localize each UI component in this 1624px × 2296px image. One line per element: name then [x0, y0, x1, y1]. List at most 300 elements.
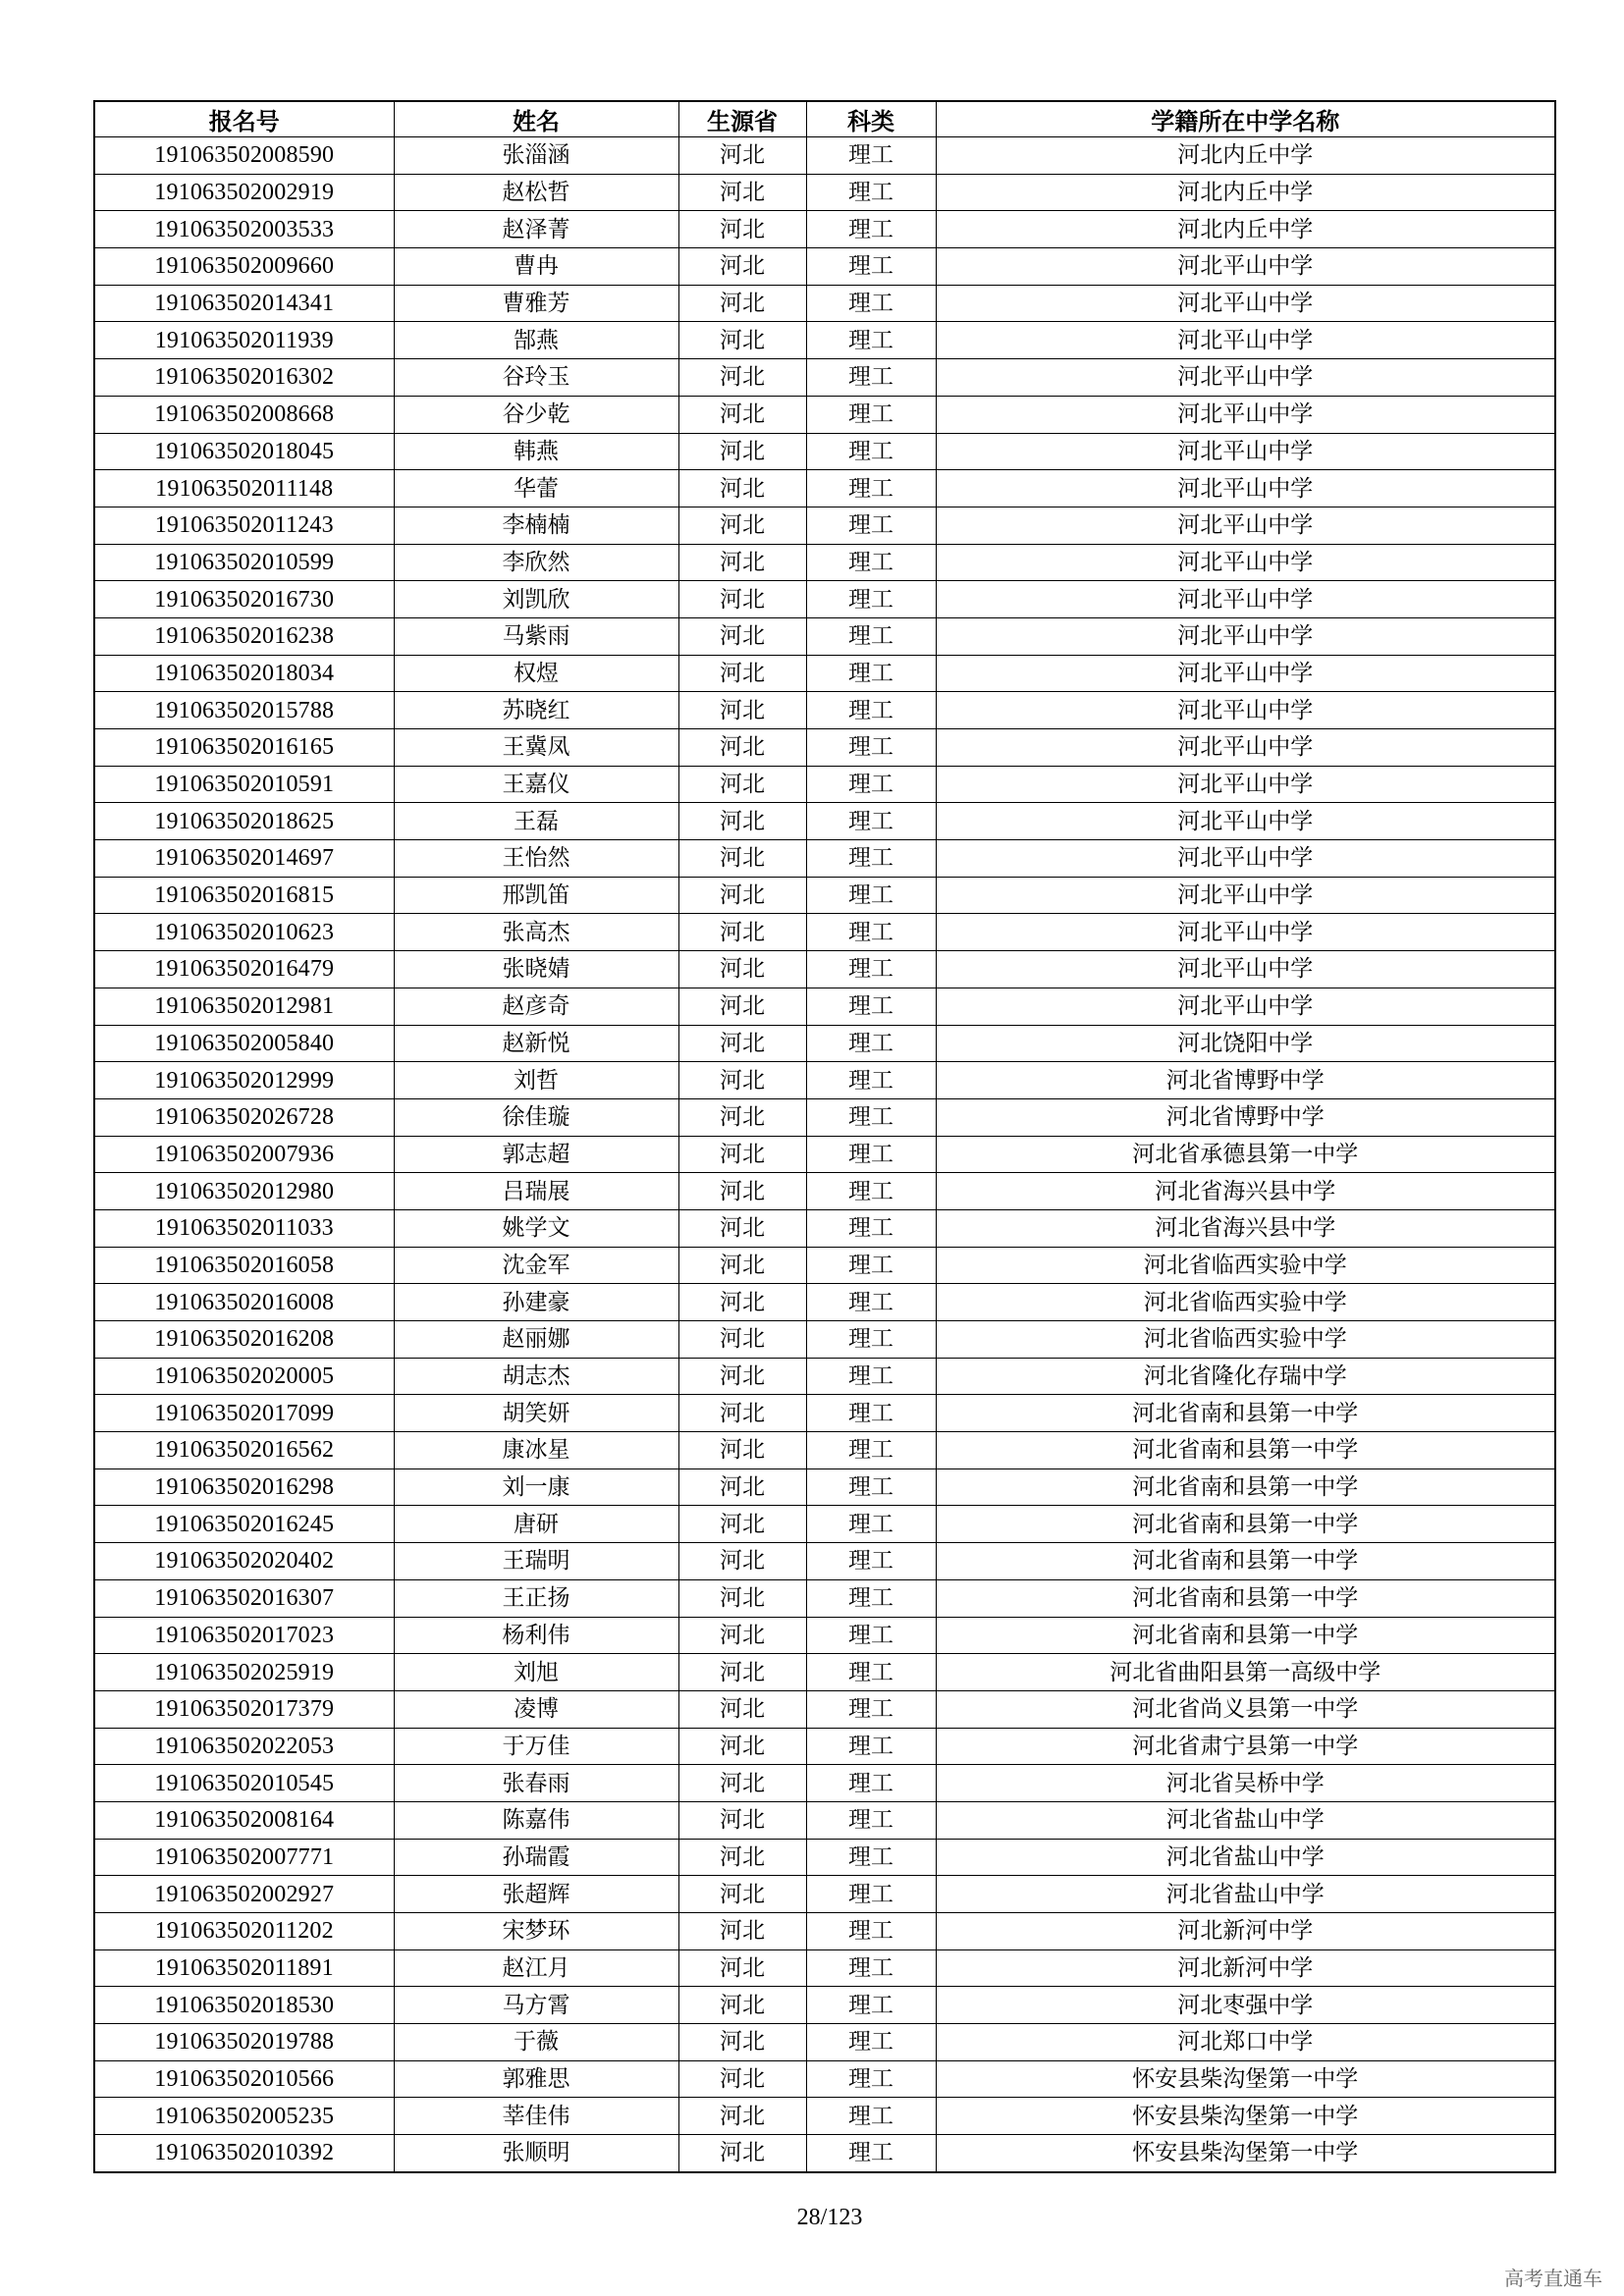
school-name-cell: 河北平山中学 [936, 914, 1555, 951]
subject-category-cell: 理工 [806, 803, 936, 840]
registration-number-cell: 191063502016238 [94, 617, 394, 655]
table-row [94, 359, 1555, 397]
table-row [94, 2135, 1555, 2172]
registration-number-cell: 191063502022053 [94, 1728, 394, 1765]
school-name-cell: 河北平山中学 [936, 285, 1555, 322]
table-row [94, 1765, 1555, 1802]
source-province-cell: 河北 [678, 433, 806, 470]
registration-number-cell: 191063502016298 [94, 1468, 394, 1506]
name-cell: 张高杰 [394, 914, 678, 951]
source-province-cell: 河北 [678, 581, 806, 618]
registration-number-cell: 191063502011202 [94, 1913, 394, 1950]
source-province-cell: 河北 [678, 248, 806, 286]
table-row [94, 1801, 1555, 1839]
source-province-cell: 河北 [678, 1136, 806, 1173]
name-cell: 刘旭 [394, 1654, 678, 1691]
source-province-cell: 河北 [678, 1765, 806, 1802]
subject-category-cell: 理工 [806, 1728, 936, 1765]
name-cell: 马紫雨 [394, 617, 678, 655]
subject-category-cell: 理工 [806, 1209, 936, 1247]
subject-category-cell: 理工 [806, 1876, 936, 1913]
registration-number-cell: 191063502016008 [94, 1284, 394, 1321]
registration-number-cell: 191063502016562 [94, 1432, 394, 1469]
school-name-cell: 河北平山中学 [936, 692, 1555, 729]
registration-number-cell: 191063502015788 [94, 692, 394, 729]
source-province-cell: 河北 [678, 1358, 806, 1395]
registration-number-cell: 191063502016307 [94, 1579, 394, 1617]
subject-category-cell: 理工 [806, 1321, 936, 1359]
subject-category-cell: 理工 [806, 1579, 936, 1617]
school-name-cell: 河北省海兴县中学 [936, 1209, 1555, 1247]
table-row [94, 1395, 1555, 1432]
name-cell: 邢凯笛 [394, 877, 678, 914]
table-row [94, 1098, 1555, 1136]
source-province-cell: 河北 [678, 470, 806, 507]
table-row [94, 507, 1555, 544]
school-name-cell: 河北省南和县第一中学 [936, 1468, 1555, 1506]
table-row [94, 1839, 1555, 1876]
table-row [94, 1506, 1555, 1543]
source-province-cell: 河北 [678, 2135, 806, 2172]
name-cell: 徐佳璇 [394, 1098, 678, 1136]
watermark-text: 高考直通车 [1504, 2267, 1602, 2290]
table-row [94, 840, 1555, 878]
table-row [94, 803, 1555, 840]
table-row [94, 988, 1555, 1025]
subject-category-cell: 理工 [806, 1690, 936, 1728]
school-name-cell: 河北饶阳中学 [936, 1025, 1555, 1062]
school-name-cell: 河北新河中学 [936, 1949, 1555, 1987]
name-cell: 王嘉仪 [394, 766, 678, 803]
registration-number-cell: 191063502010599 [94, 544, 394, 581]
table-row [94, 322, 1555, 359]
registration-number-cell: 191063502003533 [94, 211, 394, 248]
school-name-cell: 河北省吴桥中学 [936, 1765, 1555, 1802]
source-province-cell: 河北 [678, 617, 806, 655]
registration-number-cell: 191063502002927 [94, 1876, 394, 1913]
name-cell: 曹雅芳 [394, 285, 678, 322]
registration-number-cell: 191063502010623 [94, 914, 394, 951]
name-cell: 张淄涵 [394, 137, 678, 175]
source-province-cell: 河北 [678, 655, 806, 692]
registration-number-cell: 191063502010566 [94, 2060, 394, 2098]
school-name-cell: 河北平山中学 [936, 729, 1555, 767]
subject-category-cell: 理工 [806, 359, 936, 397]
source-province-cell: 河北 [678, 1321, 806, 1359]
source-province-cell: 河北 [678, 1025, 806, 1062]
subject-category-cell: 理工 [806, 1247, 936, 1284]
name-cell: 王瑞明 [394, 1543, 678, 1580]
header-subject-category: 科类 [806, 101, 936, 137]
registration-number-cell: 191063502016245 [94, 1506, 394, 1543]
table-row [94, 1321, 1555, 1359]
name-cell: 曹冉 [394, 248, 678, 286]
school-name-cell: 河北省临西实验中学 [936, 1247, 1555, 1284]
school-name-cell: 河北郑口中学 [936, 2024, 1555, 2061]
table-row [94, 1913, 1555, 1950]
name-cell: 赵江月 [394, 1949, 678, 1987]
name-cell: 孙建豪 [394, 1284, 678, 1321]
registration-number-cell: 191063502016479 [94, 951, 394, 988]
table-row [94, 1543, 1555, 1580]
name-cell: 赵丽娜 [394, 1321, 678, 1359]
subject-category-cell: 理工 [806, 1136, 936, 1173]
registration-number-cell: 191063502018625 [94, 803, 394, 840]
table-row [94, 951, 1555, 988]
subject-category-cell: 理工 [806, 1617, 936, 1654]
name-cell: 杨利伟 [394, 1617, 678, 1654]
source-province-cell: 河北 [678, 803, 806, 840]
school-name-cell: 河北省盐山中学 [936, 1839, 1555, 1876]
source-province-cell: 河北 [678, 1173, 806, 1210]
name-cell: 沈金军 [394, 1247, 678, 1284]
registration-number-cell: 191063502008164 [94, 1801, 394, 1839]
subject-category-cell: 理工 [806, 2098, 936, 2135]
name-cell: 马方霄 [394, 1987, 678, 2024]
table-row [94, 248, 1555, 286]
registration-number-cell: 191063502010591 [94, 766, 394, 803]
source-province-cell: 河北 [678, 914, 806, 951]
registration-number-cell: 191063502010392 [94, 2135, 394, 2172]
subject-category-cell: 理工 [806, 1395, 936, 1432]
table-row [94, 396, 1555, 433]
registration-number-cell: 191063502008668 [94, 396, 394, 433]
table-row [94, 1579, 1555, 1617]
table-row [94, 1358, 1555, 1395]
name-cell: 张顺明 [394, 2135, 678, 2172]
name-cell: 唐研 [394, 1506, 678, 1543]
source-province-cell: 河北 [678, 951, 806, 988]
source-province-cell: 河北 [678, 396, 806, 433]
school-name-cell: 河北平山中学 [936, 766, 1555, 803]
name-cell: 谷少乾 [394, 396, 678, 433]
subject-category-cell: 理工 [806, 137, 936, 175]
name-cell: 于薇 [394, 2024, 678, 2061]
source-province-cell: 河北 [678, 359, 806, 397]
name-cell: 王冀凤 [394, 729, 678, 767]
source-province-cell: 河北 [678, 1432, 806, 1469]
source-province-cell: 河北 [678, 1876, 806, 1913]
source-province-cell: 河北 [678, 1801, 806, 1839]
table-row [94, 137, 1555, 175]
school-name-cell: 河北内丘中学 [936, 174, 1555, 211]
registration-number-cell: 191063502017023 [94, 1617, 394, 1654]
registration-number-cell: 191063502017099 [94, 1395, 394, 1432]
subject-category-cell: 理工 [806, 2060, 936, 2098]
table-row [94, 1247, 1555, 1284]
registration-number-cell: 191063502011033 [94, 1209, 394, 1247]
registration-number-cell: 191063502017379 [94, 1690, 394, 1728]
subject-category-cell: 理工 [806, 1654, 936, 1691]
subject-category-cell: 理工 [806, 655, 936, 692]
source-province-cell: 河北 [678, 1690, 806, 1728]
subject-category-cell: 理工 [806, 1284, 936, 1321]
school-name-cell: 河北省盐山中学 [936, 1801, 1555, 1839]
registration-number-cell: 191063502011939 [94, 322, 394, 359]
school-name-cell: 河北平山中学 [936, 581, 1555, 618]
name-cell: 孙瑞霞 [394, 1839, 678, 1876]
subject-category-cell: 理工 [806, 1098, 936, 1136]
name-cell: 郭志超 [394, 1136, 678, 1173]
name-cell: 赵松哲 [394, 174, 678, 211]
table-row [94, 470, 1555, 507]
source-province-cell: 河北 [678, 1987, 806, 2024]
table-row [94, 2098, 1555, 2135]
page-number: 28/123 [796, 2205, 863, 2230]
school-name-cell: 河北平山中学 [936, 433, 1555, 470]
name-cell: 胡志杰 [394, 1358, 678, 1395]
table-row [94, 1876, 1555, 1913]
school-name-cell: 怀安县柴沟堡第一中学 [936, 2098, 1555, 2135]
school-name-cell: 河北平山中学 [936, 544, 1555, 581]
name-cell: 华蕾 [394, 470, 678, 507]
name-cell: 赵彦奇 [394, 988, 678, 1025]
subject-category-cell: 理工 [806, 1062, 936, 1099]
school-name-cell: 河北平山中学 [936, 248, 1555, 286]
school-name-cell: 河北省博野中学 [936, 1098, 1555, 1136]
table-row [94, 692, 1555, 729]
subject-category-cell: 理工 [806, 285, 936, 322]
school-name-cell: 河北省南和县第一中学 [936, 1579, 1555, 1617]
registration-number-cell: 191063502016058 [94, 1247, 394, 1284]
table-row [94, 285, 1555, 322]
source-province-cell: 河北 [678, 1468, 806, 1506]
source-province-cell: 河北 [678, 1209, 806, 1247]
source-province-cell: 河北 [678, 766, 806, 803]
subject-category-cell: 理工 [806, 174, 936, 211]
registration-number-cell: 191063502007771 [94, 1839, 394, 1876]
table-row [94, 655, 1555, 692]
registration-number-cell: 191063502019788 [94, 2024, 394, 2061]
subject-category-cell: 理工 [806, 1358, 936, 1395]
registration-number-cell: 191063502012981 [94, 988, 394, 1025]
name-cell: 宋梦环 [394, 1913, 678, 1950]
school-name-cell: 怀安县柴沟堡第一中学 [936, 2135, 1555, 2172]
subject-category-cell: 理工 [806, 1913, 936, 1950]
subject-category-cell: 理工 [806, 248, 936, 286]
table-row [94, 1284, 1555, 1321]
name-cell: 王磊 [394, 803, 678, 840]
table-row [94, 174, 1555, 211]
name-cell: 谷玲玉 [394, 359, 678, 397]
name-cell: 凌博 [394, 1690, 678, 1728]
table-row [94, 2060, 1555, 2098]
subject-category-cell: 理工 [806, 1949, 936, 1987]
school-name-cell: 河北省博野中学 [936, 1062, 1555, 1099]
name-cell: 权煜 [394, 655, 678, 692]
registration-number-cell: 191063502012999 [94, 1062, 394, 1099]
subject-category-cell: 理工 [806, 322, 936, 359]
registration-number-cell: 191063502016730 [94, 581, 394, 618]
name-cell: 姚学文 [394, 1209, 678, 1247]
subject-category-cell: 理工 [806, 617, 936, 655]
school-name-cell: 河北省海兴县中学 [936, 1173, 1555, 1210]
subject-category-cell: 理工 [806, 396, 936, 433]
source-province-cell: 河北 [678, 174, 806, 211]
subject-category-cell: 理工 [806, 1839, 936, 1876]
subject-category-cell: 理工 [806, 914, 936, 951]
source-province-cell: 河北 [678, 1506, 806, 1543]
registration-number-cell: 191063502020005 [94, 1358, 394, 1395]
subject-category-cell: 理工 [806, 766, 936, 803]
registration-number-cell: 191063502018034 [94, 655, 394, 692]
source-province-cell: 河北 [678, 1098, 806, 1136]
school-name-cell: 河北省临西实验中学 [936, 1321, 1555, 1359]
school-name-cell: 河北枣强中学 [936, 1987, 1555, 2024]
registration-number-cell: 191063502008590 [94, 137, 394, 175]
name-cell: 刘一康 [394, 1468, 678, 1506]
subject-category-cell: 理工 [806, 433, 936, 470]
source-province-cell: 河北 [678, 1949, 806, 1987]
header-registration-number: 报名号 [94, 101, 394, 137]
source-province-cell: 河北 [678, 1617, 806, 1654]
school-name-cell: 河北省盐山中学 [936, 1876, 1555, 1913]
table-row [94, 433, 1555, 470]
table-body [94, 137, 1555, 2172]
subject-category-cell: 理工 [806, 951, 936, 988]
school-name-cell: 河北省南和县第一中学 [936, 1617, 1555, 1654]
source-province-cell: 河北 [678, 840, 806, 878]
school-name-cell: 河北省南和县第一中学 [936, 1543, 1555, 1580]
table-header-row [94, 101, 1555, 137]
name-cell: 张春雨 [394, 1765, 678, 1802]
school-name-cell: 河北省曲阳县第一高级中学 [936, 1654, 1555, 1691]
name-cell: 李欣然 [394, 544, 678, 581]
name-cell: 韩燕 [394, 433, 678, 470]
subject-category-cell: 理工 [806, 840, 936, 878]
admission-list-table-wrapper [93, 100, 1556, 2173]
registration-number-cell: 191063502016165 [94, 729, 394, 767]
table-row [94, 729, 1555, 767]
registration-number-cell: 191063502011148 [94, 470, 394, 507]
registration-number-cell: 191063502010545 [94, 1765, 394, 1802]
name-cell: 莘佳伟 [394, 2098, 678, 2135]
registration-number-cell: 191063502016815 [94, 877, 394, 914]
registration-number-cell: 191063502011243 [94, 507, 394, 544]
name-cell: 郭雅思 [394, 2060, 678, 2098]
subject-category-cell: 理工 [806, 1173, 936, 1210]
subject-category-cell: 理工 [806, 729, 936, 767]
source-province-cell: 河北 [678, 729, 806, 767]
name-cell: 赵泽菁 [394, 211, 678, 248]
registration-number-cell: 191063502018045 [94, 433, 394, 470]
subject-category-cell: 理工 [806, 1765, 936, 1802]
source-province-cell: 河北 [678, 285, 806, 322]
school-name-cell: 怀安县柴沟堡第一中学 [936, 2060, 1555, 2098]
registration-number-cell: 191063502020402 [94, 1543, 394, 1580]
school-name-cell: 河北平山中学 [936, 507, 1555, 544]
table-row [94, 1690, 1555, 1728]
school-name-cell: 河北平山中学 [936, 951, 1555, 988]
table-row [94, 1949, 1555, 1987]
source-province-cell: 河北 [678, 1062, 806, 1099]
registration-number-cell: 191063502016208 [94, 1321, 394, 1359]
name-cell: 苏晓红 [394, 692, 678, 729]
school-name-cell: 河北平山中学 [936, 840, 1555, 878]
school-name-cell: 河北平山中学 [936, 359, 1555, 397]
source-province-cell: 河北 [678, 322, 806, 359]
source-province-cell: 河北 [678, 1839, 806, 1876]
subject-category-cell: 理工 [806, 470, 936, 507]
school-name-cell: 河北省南和县第一中学 [936, 1432, 1555, 1469]
school-name-cell: 河北平山中学 [936, 470, 1555, 507]
source-province-cell: 河北 [678, 137, 806, 175]
subject-category-cell: 理工 [806, 692, 936, 729]
school-name-cell: 河北平山中学 [936, 655, 1555, 692]
table-row [94, 2024, 1555, 2061]
table-row [94, 1025, 1555, 1062]
name-cell: 刘凯欣 [394, 581, 678, 618]
table-row [94, 1062, 1555, 1099]
subject-category-cell: 理工 [806, 2135, 936, 2172]
table-row [94, 1987, 1555, 2024]
school-name-cell: 河北新河中学 [936, 1913, 1555, 1950]
registration-number-cell: 191063502025919 [94, 1654, 394, 1691]
registration-number-cell: 191063502005235 [94, 2098, 394, 2135]
school-name-cell: 河北平山中学 [936, 803, 1555, 840]
name-cell: 陈嘉伟 [394, 1801, 678, 1839]
registration-number-cell: 191063502005840 [94, 1025, 394, 1062]
name-cell: 吕瑞展 [394, 1173, 678, 1210]
table-row [94, 877, 1555, 914]
table-row [94, 914, 1555, 951]
registration-number-cell: 191063502016302 [94, 359, 394, 397]
name-cell: 张晓婧 [394, 951, 678, 988]
name-cell: 王正扬 [394, 1579, 678, 1617]
table-row [94, 766, 1555, 803]
school-name-cell: 河北平山中学 [936, 322, 1555, 359]
school-name-cell: 河北省承德县第一中学 [936, 1136, 1555, 1173]
subject-category-cell: 理工 [806, 1987, 936, 2024]
subject-category-cell: 理工 [806, 211, 936, 248]
school-name-cell: 河北省临西实验中学 [936, 1284, 1555, 1321]
name-cell: 赵新悦 [394, 1025, 678, 1062]
header-school-name: 学籍所在中学名称 [936, 101, 1555, 137]
table-row [94, 1728, 1555, 1765]
subject-category-cell: 理工 [806, 1025, 936, 1062]
source-province-cell: 河北 [678, 988, 806, 1025]
source-province-cell: 河北 [678, 2060, 806, 2098]
registration-number-cell: 191063502002919 [94, 174, 394, 211]
name-cell: 康冰星 [394, 1432, 678, 1469]
header-source-province: 生源省 [678, 101, 806, 137]
school-name-cell: 河北省肃宁县第一中学 [936, 1728, 1555, 1765]
table-row [94, 1209, 1555, 1247]
name-cell: 刘哲 [394, 1062, 678, 1099]
name-cell: 王怡然 [394, 840, 678, 878]
table-row [94, 581, 1555, 618]
name-cell: 于万佳 [394, 1728, 678, 1765]
school-name-cell: 河北平山中学 [936, 877, 1555, 914]
table-row [94, 1654, 1555, 1691]
source-province-cell: 河北 [678, 877, 806, 914]
table-row [94, 1468, 1555, 1506]
source-province-cell: 河北 [678, 1913, 806, 1950]
school-name-cell: 河北内丘中学 [936, 137, 1555, 175]
source-province-cell: 河北 [678, 1284, 806, 1321]
table-row [94, 1617, 1555, 1654]
registration-number-cell: 191063502011891 [94, 1949, 394, 1987]
subject-category-cell: 理工 [806, 877, 936, 914]
header-name: 姓名 [394, 101, 678, 137]
source-province-cell: 河北 [678, 1654, 806, 1691]
school-name-cell: 河北平山中学 [936, 988, 1555, 1025]
subject-category-cell: 理工 [806, 581, 936, 618]
table-row [94, 544, 1555, 581]
subject-category-cell: 理工 [806, 1468, 936, 1506]
source-province-cell: 河北 [678, 1728, 806, 1765]
school-name-cell: 河北省隆化存瑞中学 [936, 1358, 1555, 1395]
